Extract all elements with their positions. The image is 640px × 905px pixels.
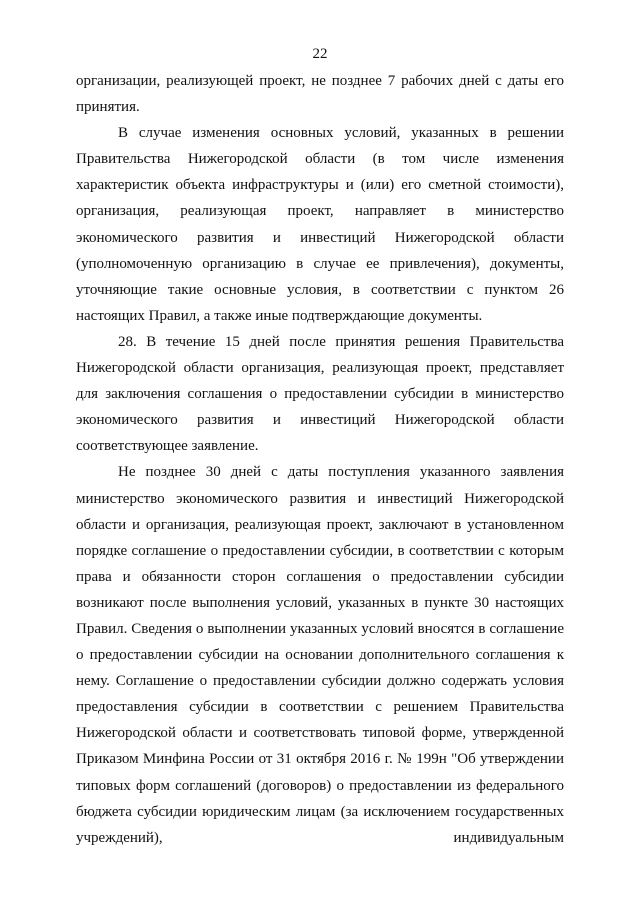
page-number: 22 (312, 46, 328, 62)
paragraph-main-conditions-change: В случае изменения основных условий, указанных в решении Правительства Нижегородской области (в том числе изменения характеристик объекта инфраструктуры и (или) его сметной стоимости), организация, реализующая проект, направляет в министерство экономического развития и инвестиций Нижегородской области (уполномоченную организацию в случае ее привлечения), документы, уточняющие такие основные условия, в соответствии с пунктом 26 настоящих Правил, а также иные подтверждающие документы. (76, 125, 564, 324)
paragraph-continuation: организации, реализующей проект, не позднее 7 рабочих дней с даты его принятия. (76, 73, 564, 116)
paragraph-agreement-conclusion: Не позднее 30 дней с даты поступления указанного заявления министерство экономического развития и инвестиций Нижегородской области и организация, реализующая проект, заключают в установленном порядке соглашение о предоставлении субсидии, в соответствии с которым права и обязанности сторон соглашения о предоставлении субсидии возникают после выполнения условий, указанных в пункте 30 настоящих Правил. Сведения о выполнении указанных условий вносятся в соглашение о предоставлении субсидии на основании дополнительного соглашения к нему. Соглашение о предоставлении субсидии должно содержать условия предоставления субсидии в соответствии с решением Правительства Нижегородской области и соответствовать типовой форме, утвержденной Приказом Минфина России от 31 октября 2016 г. № 199н "Об утверждении типовых форм соглашений (договоров) о предоставлении из федерального бюджета субсидии юридическим лицам (за исключением государственных учреждений), индивидуальным (76, 464, 564, 846)
document-body (76, 68, 564, 851)
paragraph-clause-28: 28. В течение 15 дней после принятия решения Правительства Нижегородской области организация, реализующая проект, представляет для заключения соглашения о предоставлении субсидии в министерство экономического развития и инвестиций Нижегородской области соответствующее заявление. (76, 333, 564, 455)
